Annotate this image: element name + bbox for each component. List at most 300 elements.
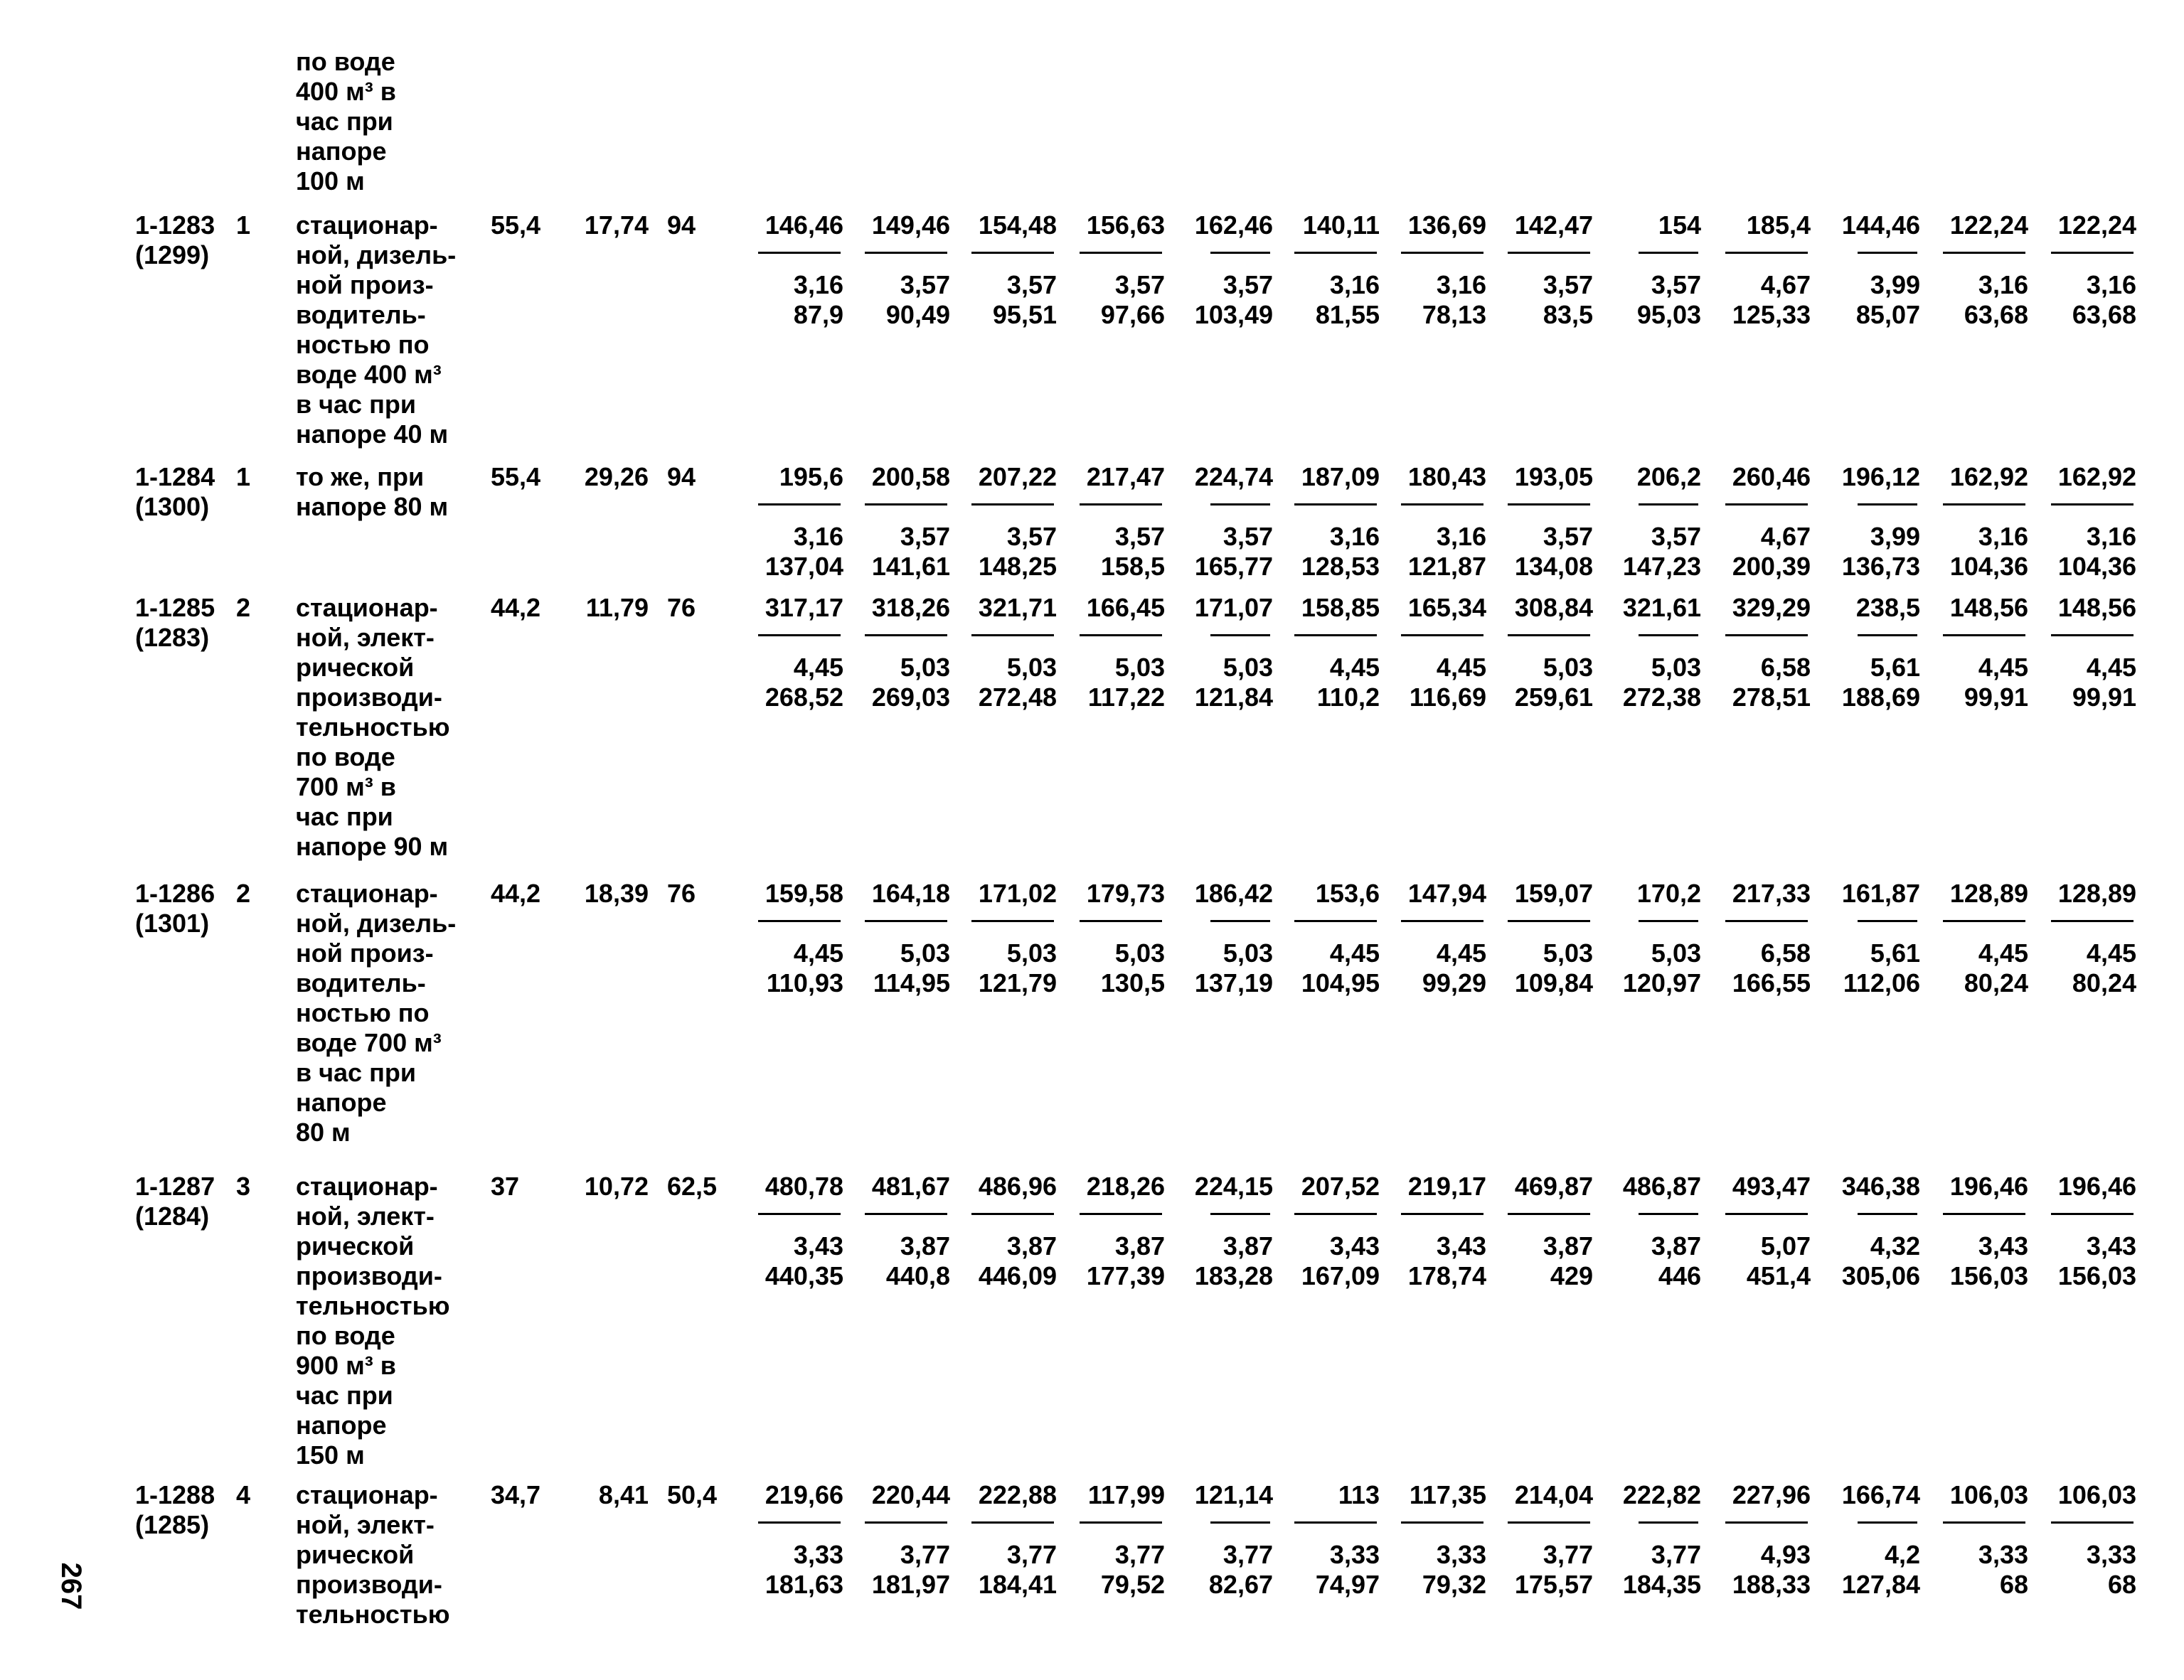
value-col4: 8,41 <box>598 1480 649 1509</box>
price-base: 63,68 <box>1964 300 2028 329</box>
description-line: ностью по <box>296 998 430 1027</box>
fraction-line <box>1725 1213 1808 1215</box>
price-base: 181,63 <box>765 1570 843 1599</box>
value-col5: 76 <box>667 593 696 622</box>
price-base: 95,51 <box>992 300 1057 329</box>
description-line: ностью по <box>296 330 430 359</box>
price-numerator: 4,2 <box>1884 1540 1920 1569</box>
fraction-line <box>1294 252 1377 254</box>
group-number: 2 <box>236 879 251 908</box>
description-line: 80 м <box>296 1118 351 1147</box>
description-line: по воде <box>296 742 395 771</box>
item-ref: (1285) <box>135 1510 210 1539</box>
fraction-line <box>1294 920 1377 922</box>
price-total: 180,43 <box>1407 462 1486 491</box>
price-total: 206,2 <box>1636 462 1701 491</box>
price-numerator: 5,03 <box>1543 938 1593 968</box>
value-col5: 94 <box>667 210 696 240</box>
price-base: 188,33 <box>1732 1570 1811 1599</box>
fraction-line <box>2051 634 2134 636</box>
price-total: 220,44 <box>871 1480 950 1509</box>
price-base: 188,69 <box>1841 683 1920 712</box>
price-total: 260,46 <box>1732 462 1811 491</box>
fraction-line <box>1080 1521 1162 1524</box>
fraction-line <box>2051 1521 2134 1524</box>
price-numerator: 3,87 <box>1651 1231 1701 1261</box>
description-line: ной, элект- <box>296 1202 435 1231</box>
price-base: 112,06 <box>1843 968 1920 997</box>
price-base: 136,73 <box>1841 552 1920 581</box>
price-total: 136,69 <box>1407 210 1486 240</box>
item-description <box>296 210 467 449</box>
price-total: 222,82 <box>1622 1480 1701 1509</box>
price-base: 127,84 <box>1841 1570 1920 1599</box>
fraction-line <box>1294 1521 1377 1524</box>
value-col5: 62,5 <box>667 1172 718 1201</box>
description-line: рической <box>296 1540 415 1569</box>
price-total: 224,15 <box>1194 1172 1273 1201</box>
item-description <box>296 1172 467 1470</box>
fraction-line <box>1210 634 1270 636</box>
price-base: 167,09 <box>1301 1261 1380 1290</box>
top-fragment-line: 100 м <box>296 166 365 196</box>
description-line: стационар- <box>296 593 438 622</box>
price-numerator: 3,77 <box>1006 1540 1057 1569</box>
item-ref: (1284) <box>135 1202 210 1231</box>
price-total: 142,47 <box>1514 210 1593 240</box>
price-total: 122,24 <box>2057 210 2136 240</box>
price-total: 146,46 <box>765 210 843 240</box>
price-numerator: 4,67 <box>1760 270 1811 299</box>
price-numerator: 3,43 <box>1978 1231 2028 1261</box>
fraction-line <box>1294 1213 1377 1215</box>
price-base: 147,23 <box>1622 552 1701 581</box>
price-total: 217,47 <box>1086 462 1165 491</box>
price-total: 158,85 <box>1301 593 1380 622</box>
price-total: 153,6 <box>1315 879 1380 908</box>
price-base: 99,91 <box>1964 683 2028 712</box>
price-base: 184,41 <box>978 1570 1057 1599</box>
price-total: 147,94 <box>1407 879 1486 908</box>
group-number: 1 <box>236 462 251 491</box>
fraction-line <box>865 634 947 636</box>
price-base: 87,9 <box>793 300 843 329</box>
price-numerator: 3,16 <box>1436 270 1486 299</box>
price-numerator: 4,45 <box>1978 938 2028 968</box>
fraction-line <box>1725 252 1808 254</box>
fraction-line <box>1210 252 1270 254</box>
description-line: напоре 90 м <box>296 832 449 861</box>
description-line: в час при <box>296 1058 416 1087</box>
fraction-line <box>1858 1521 1917 1524</box>
price-base: 81,55 <box>1315 300 1380 329</box>
price-base: 121,79 <box>978 968 1057 997</box>
price-numerator: 5,03 <box>1222 938 1273 968</box>
price-numerator: 3,57 <box>1114 270 1165 299</box>
price-numerator: 3,77 <box>900 1540 950 1569</box>
page-number: 267 <box>55 1562 87 1610</box>
price-base: 120,97 <box>1622 968 1701 997</box>
description-line: тельностью <box>296 1291 450 1320</box>
price-base: 429 <box>1550 1261 1593 1290</box>
item-code: 1-1287 <box>135 1172 215 1201</box>
price-base: 440,8 <box>885 1261 950 1290</box>
price-numerator: 3,57 <box>1543 270 1593 299</box>
value-col4: 10,72 <box>584 1172 649 1201</box>
price-numerator: 3,16 <box>1978 522 2028 551</box>
price-base: 446,09 <box>978 1261 1057 1290</box>
price-total: 144,46 <box>1841 210 1920 240</box>
fraction-line <box>1858 634 1917 636</box>
description-line: час при <box>296 1381 393 1410</box>
price-numerator: 4,45 <box>793 653 843 682</box>
price-total: 318,26 <box>871 593 950 622</box>
price-total: 195,6 <box>779 462 843 491</box>
fraction-line <box>1508 252 1590 254</box>
fraction-line <box>865 503 947 505</box>
price-numerator: 3,87 <box>1222 1231 1273 1261</box>
fraction-line <box>1639 920 1698 922</box>
price-numerator: 4,67 <box>1760 522 1811 551</box>
price-numerator: 3,57 <box>1006 522 1057 551</box>
value-col4: 11,79 <box>585 593 649 622</box>
item-ref: (1299) <box>135 240 210 269</box>
price-base: 305,06 <box>1841 1261 1920 1290</box>
price-base: 116,69 <box>1409 683 1486 712</box>
fraction-line <box>1943 503 2025 505</box>
price-total: 128,89 <box>2057 879 2136 908</box>
fraction-line <box>865 920 947 922</box>
fraction-line <box>865 1213 947 1215</box>
price-base: 68 <box>2107 1570 2136 1599</box>
description-line: в час при <box>296 390 416 419</box>
description-line: тельностью <box>296 1600 450 1629</box>
description-line: 150 м <box>296 1440 365 1470</box>
value-col4: 17,74 <box>584 210 649 240</box>
price-total: 227,96 <box>1732 1480 1811 1509</box>
price-numerator: 5,07 <box>1760 1231 1811 1261</box>
price-numerator: 3,16 <box>2086 270 2136 299</box>
price-total: 207,52 <box>1301 1172 1380 1201</box>
fraction-line <box>1294 503 1377 505</box>
price-base: 82,67 <box>1208 1570 1273 1599</box>
price-total: 185,4 <box>1746 210 1811 240</box>
fraction-line <box>971 503 1054 505</box>
fraction-line <box>1508 920 1590 922</box>
fraction-line <box>1508 634 1590 636</box>
price-total: 156,63 <box>1086 210 1165 240</box>
description-line: рической <box>296 1231 415 1261</box>
price-total: 217,33 <box>1732 879 1811 908</box>
fraction-line <box>2051 252 2134 254</box>
top-fragment <box>296 47 467 196</box>
price-numerator: 5,03 <box>1651 653 1701 682</box>
description-line: напоре 40 м <box>296 419 449 449</box>
price-numerator: 3,43 <box>2086 1231 2136 1261</box>
description-line: водитель- <box>296 968 426 997</box>
price-numerator: 4,32 <box>1870 1231 1920 1261</box>
fraction-line <box>971 634 1054 636</box>
price-numerator: 3,33 <box>1978 1540 2028 1569</box>
price-total: 149,46 <box>871 210 950 240</box>
value-col5: 76 <box>667 879 696 908</box>
price-total: 113 <box>1338 1480 1380 1509</box>
fraction-line <box>758 634 841 636</box>
price-base: 83,5 <box>1543 300 1593 329</box>
price-total: 321,71 <box>978 593 1057 622</box>
price-numerator: 3,57 <box>1651 522 1701 551</box>
value-col5: 94 <box>667 462 696 491</box>
price-total: 159,58 <box>765 879 843 908</box>
price-total: 154,48 <box>978 210 1057 240</box>
description-line: воде 400 м³ <box>296 360 442 389</box>
fraction-line <box>1401 503 1483 505</box>
price-numerator: 3,16 <box>1329 522 1380 551</box>
fraction-line <box>1639 503 1698 505</box>
value-col3: 37 <box>491 1172 520 1201</box>
price-numerator: 5,61 <box>1870 653 1920 682</box>
price-base: 166,55 <box>1732 968 1811 997</box>
price-base: 128,53 <box>1301 552 1380 581</box>
price-total: 106,03 <box>1949 1480 2028 1509</box>
description-line: ной, дизель- <box>296 909 457 938</box>
fraction-line <box>1080 920 1162 922</box>
fraction-line <box>1210 503 1270 505</box>
price-total: 148,56 <box>2057 593 2136 622</box>
price-base: 148,25 <box>978 552 1057 581</box>
price-total: 162,46 <box>1194 210 1273 240</box>
price-numerator: 5,03 <box>1543 653 1593 682</box>
item-code: 1-1283 <box>135 210 215 240</box>
fraction-line <box>1639 634 1698 636</box>
top-fragment-line: 400 м³ в <box>296 77 396 106</box>
price-total: 480,78 <box>765 1172 843 1201</box>
price-base: 165,77 <box>1194 552 1273 581</box>
price-base: 134,08 <box>1514 552 1593 581</box>
item-description <box>296 593 467 862</box>
price-base: 259,61 <box>1514 683 1593 712</box>
price-total: 321,61 <box>1622 593 1701 622</box>
price-total: 486,96 <box>978 1172 1057 1201</box>
price-numerator: 4,45 <box>1329 938 1380 968</box>
price-total: 346,38 <box>1841 1172 1920 1201</box>
price-base: 156,03 <box>1949 1261 2028 1290</box>
price-total: 161,87 <box>1841 879 1920 908</box>
description-line: 900 м³ в <box>296 1351 396 1380</box>
price-numerator: 3,33 <box>2086 1540 2136 1569</box>
description-line: тельностью <box>296 712 450 742</box>
price-numerator: 3,57 <box>1543 522 1593 551</box>
price-base: 278,51 <box>1732 683 1811 712</box>
price-base: 79,52 <box>1100 1570 1165 1599</box>
price-total: 193,05 <box>1514 462 1593 491</box>
value-col3: 55,4 <box>491 210 541 240</box>
fraction-line <box>971 1213 1054 1215</box>
fraction-line <box>1080 1213 1162 1215</box>
fraction-line <box>1508 1213 1590 1215</box>
price-total: 493,47 <box>1732 1172 1811 1201</box>
description-line: то же, при <box>296 462 425 491</box>
price-total: 171,02 <box>978 879 1057 908</box>
value-col5: 50,4 <box>667 1480 718 1509</box>
price-base: 117,22 <box>1087 683 1165 712</box>
price-total: 469,87 <box>1514 1172 1593 1201</box>
price-numerator: 3,16 <box>793 270 843 299</box>
price-base: 141,61 <box>871 552 950 581</box>
price-base: 104,36 <box>1949 552 2028 581</box>
group-number: 1 <box>236 210 251 240</box>
item-code: 1-1284 <box>135 462 215 491</box>
item-code: 1-1286 <box>135 879 215 908</box>
price-numerator: 6,58 <box>1760 938 1811 968</box>
fraction-line <box>1858 252 1917 254</box>
price-numerator: 3,43 <box>793 1231 843 1261</box>
price-numerator: 5,61 <box>1870 938 1920 968</box>
price-numerator: 5,03 <box>1006 653 1057 682</box>
price-total: 214,04 <box>1514 1480 1593 1509</box>
price-total: 122,24 <box>1949 210 2028 240</box>
price-base: 181,97 <box>871 1570 950 1599</box>
fraction-line <box>1401 1521 1483 1524</box>
top-fragment-line: напоре <box>296 137 387 166</box>
price-total: 162,92 <box>2057 462 2136 491</box>
value-col3: 34,7 <box>491 1480 541 1509</box>
price-base: 63,68 <box>2072 300 2136 329</box>
price-numerator: 5,03 <box>1222 653 1273 682</box>
item-ref: (1300) <box>135 492 210 521</box>
item-description <box>296 879 467 1147</box>
fraction-line <box>1725 634 1808 636</box>
price-total: 179,73 <box>1086 879 1165 908</box>
price-total: 219,66 <box>765 1480 843 1509</box>
price-numerator: 5,03 <box>900 938 950 968</box>
price-total: 196,12 <box>1841 462 1920 491</box>
fraction-line <box>758 1213 841 1215</box>
price-total: 154 <box>1658 210 1701 240</box>
price-numerator: 3,57 <box>900 522 950 551</box>
item-ref: (1301) <box>135 909 210 938</box>
fraction-line <box>2051 503 2134 505</box>
description-line: напоре 80 м <box>296 492 449 521</box>
price-total: 317,17 <box>765 593 843 622</box>
price-total: 222,88 <box>978 1480 1057 1509</box>
price-base: 103,49 <box>1194 300 1273 329</box>
price-numerator: 3,99 <box>1870 522 1920 551</box>
price-base: 110,93 <box>766 968 843 997</box>
fraction-line <box>1943 1521 2025 1524</box>
price-numerator: 3,57 <box>1222 522 1273 551</box>
price-numerator: 3,77 <box>1651 1540 1701 1569</box>
value-col4: 18,39 <box>584 879 649 908</box>
description-line: ной, элект- <box>296 1510 435 1539</box>
price-total: 481,67 <box>871 1172 950 1201</box>
fraction-line <box>1401 252 1483 254</box>
description-line: производи- <box>296 683 442 712</box>
value-col3: 44,2 <box>491 879 541 908</box>
fraction-line <box>1858 503 1917 505</box>
item-description <box>296 462 467 522</box>
description-line: ной произ- <box>296 938 434 968</box>
price-total: 187,09 <box>1301 462 1380 491</box>
top-fragment-line: час при <box>296 107 393 136</box>
fraction-line <box>1508 503 1590 505</box>
price-total: 159,07 <box>1514 879 1593 908</box>
fraction-line <box>758 503 841 505</box>
price-total: 121,14 <box>1194 1480 1273 1509</box>
price-total: 196,46 <box>2057 1172 2136 1201</box>
description-line: рической <box>296 653 415 682</box>
description-line: 700 м³ в <box>296 772 396 801</box>
description-line: стационар- <box>296 879 438 908</box>
price-numerator: 3,87 <box>900 1231 950 1261</box>
item-code: 1-1285 <box>135 593 215 622</box>
price-base: 183,28 <box>1194 1261 1273 1290</box>
price-numerator: 3,57 <box>1651 270 1701 299</box>
fraction-line <box>1943 920 2025 922</box>
value-col3: 55,4 <box>491 462 541 491</box>
price-total: 218,26 <box>1086 1172 1165 1201</box>
price-numerator: 3,57 <box>900 270 950 299</box>
price-numerator: 4,45 <box>1436 938 1486 968</box>
price-base: 272,48 <box>978 683 1057 712</box>
price-numerator: 3,43 <box>1436 1231 1486 1261</box>
description-line: стационар- <box>296 210 438 240</box>
price-total: 171,07 <box>1194 593 1273 622</box>
price-base: 268,52 <box>765 683 843 712</box>
fraction-line <box>1858 920 1917 922</box>
price-base: 451,4 <box>1746 1261 1811 1290</box>
price-base: 97,66 <box>1100 300 1165 329</box>
price-base: 440,35 <box>765 1261 843 1290</box>
description-line: водитель- <box>296 300 426 329</box>
price-numerator: 4,45 <box>2086 938 2136 968</box>
fraction-line <box>1943 634 2025 636</box>
price-base: 68 <box>1999 1570 2028 1599</box>
price-base: 137,19 <box>1194 968 1273 997</box>
price-total: 238,5 <box>1855 593 1920 622</box>
fraction-line <box>1210 920 1270 922</box>
price-base: 156,03 <box>2057 1261 2136 1290</box>
price-numerator: 3,77 <box>1222 1540 1273 1569</box>
description-line: воде 700 м³ <box>296 1028 442 1057</box>
price-numerator: 4,45 <box>1978 653 2028 682</box>
price-base: 80,24 <box>1964 968 2028 997</box>
description-line: напоре <box>296 1088 387 1117</box>
fraction-line <box>1294 634 1377 636</box>
fraction-line <box>1401 634 1483 636</box>
fraction-line <box>1080 503 1162 505</box>
top-fragment-line: по воде <box>296 47 395 76</box>
price-base: 121,84 <box>1194 683 1273 712</box>
price-numerator: 3,33 <box>793 1540 843 1569</box>
price-total: 486,87 <box>1622 1172 1701 1201</box>
price-numerator: 3,77 <box>1543 1540 1593 1569</box>
price-base: 158,5 <box>1100 552 1165 581</box>
fraction-line <box>1639 1213 1698 1215</box>
fraction-line <box>1401 920 1483 922</box>
price-numerator: 3,43 <box>1329 1231 1380 1261</box>
fraction-line <box>1858 1213 1917 1215</box>
price-base: 272,38 <box>1622 683 1701 712</box>
price-base: 110,2 <box>1316 683 1380 712</box>
fraction-line <box>1943 252 2025 254</box>
price-base: 177,39 <box>1086 1261 1165 1290</box>
price-base: 121,87 <box>1407 552 1486 581</box>
value-col4: 29,26 <box>584 462 649 491</box>
price-total: 219,17 <box>1407 1172 1486 1201</box>
price-numerator: 5,03 <box>900 653 950 682</box>
price-base: 175,57 <box>1514 1570 1593 1599</box>
